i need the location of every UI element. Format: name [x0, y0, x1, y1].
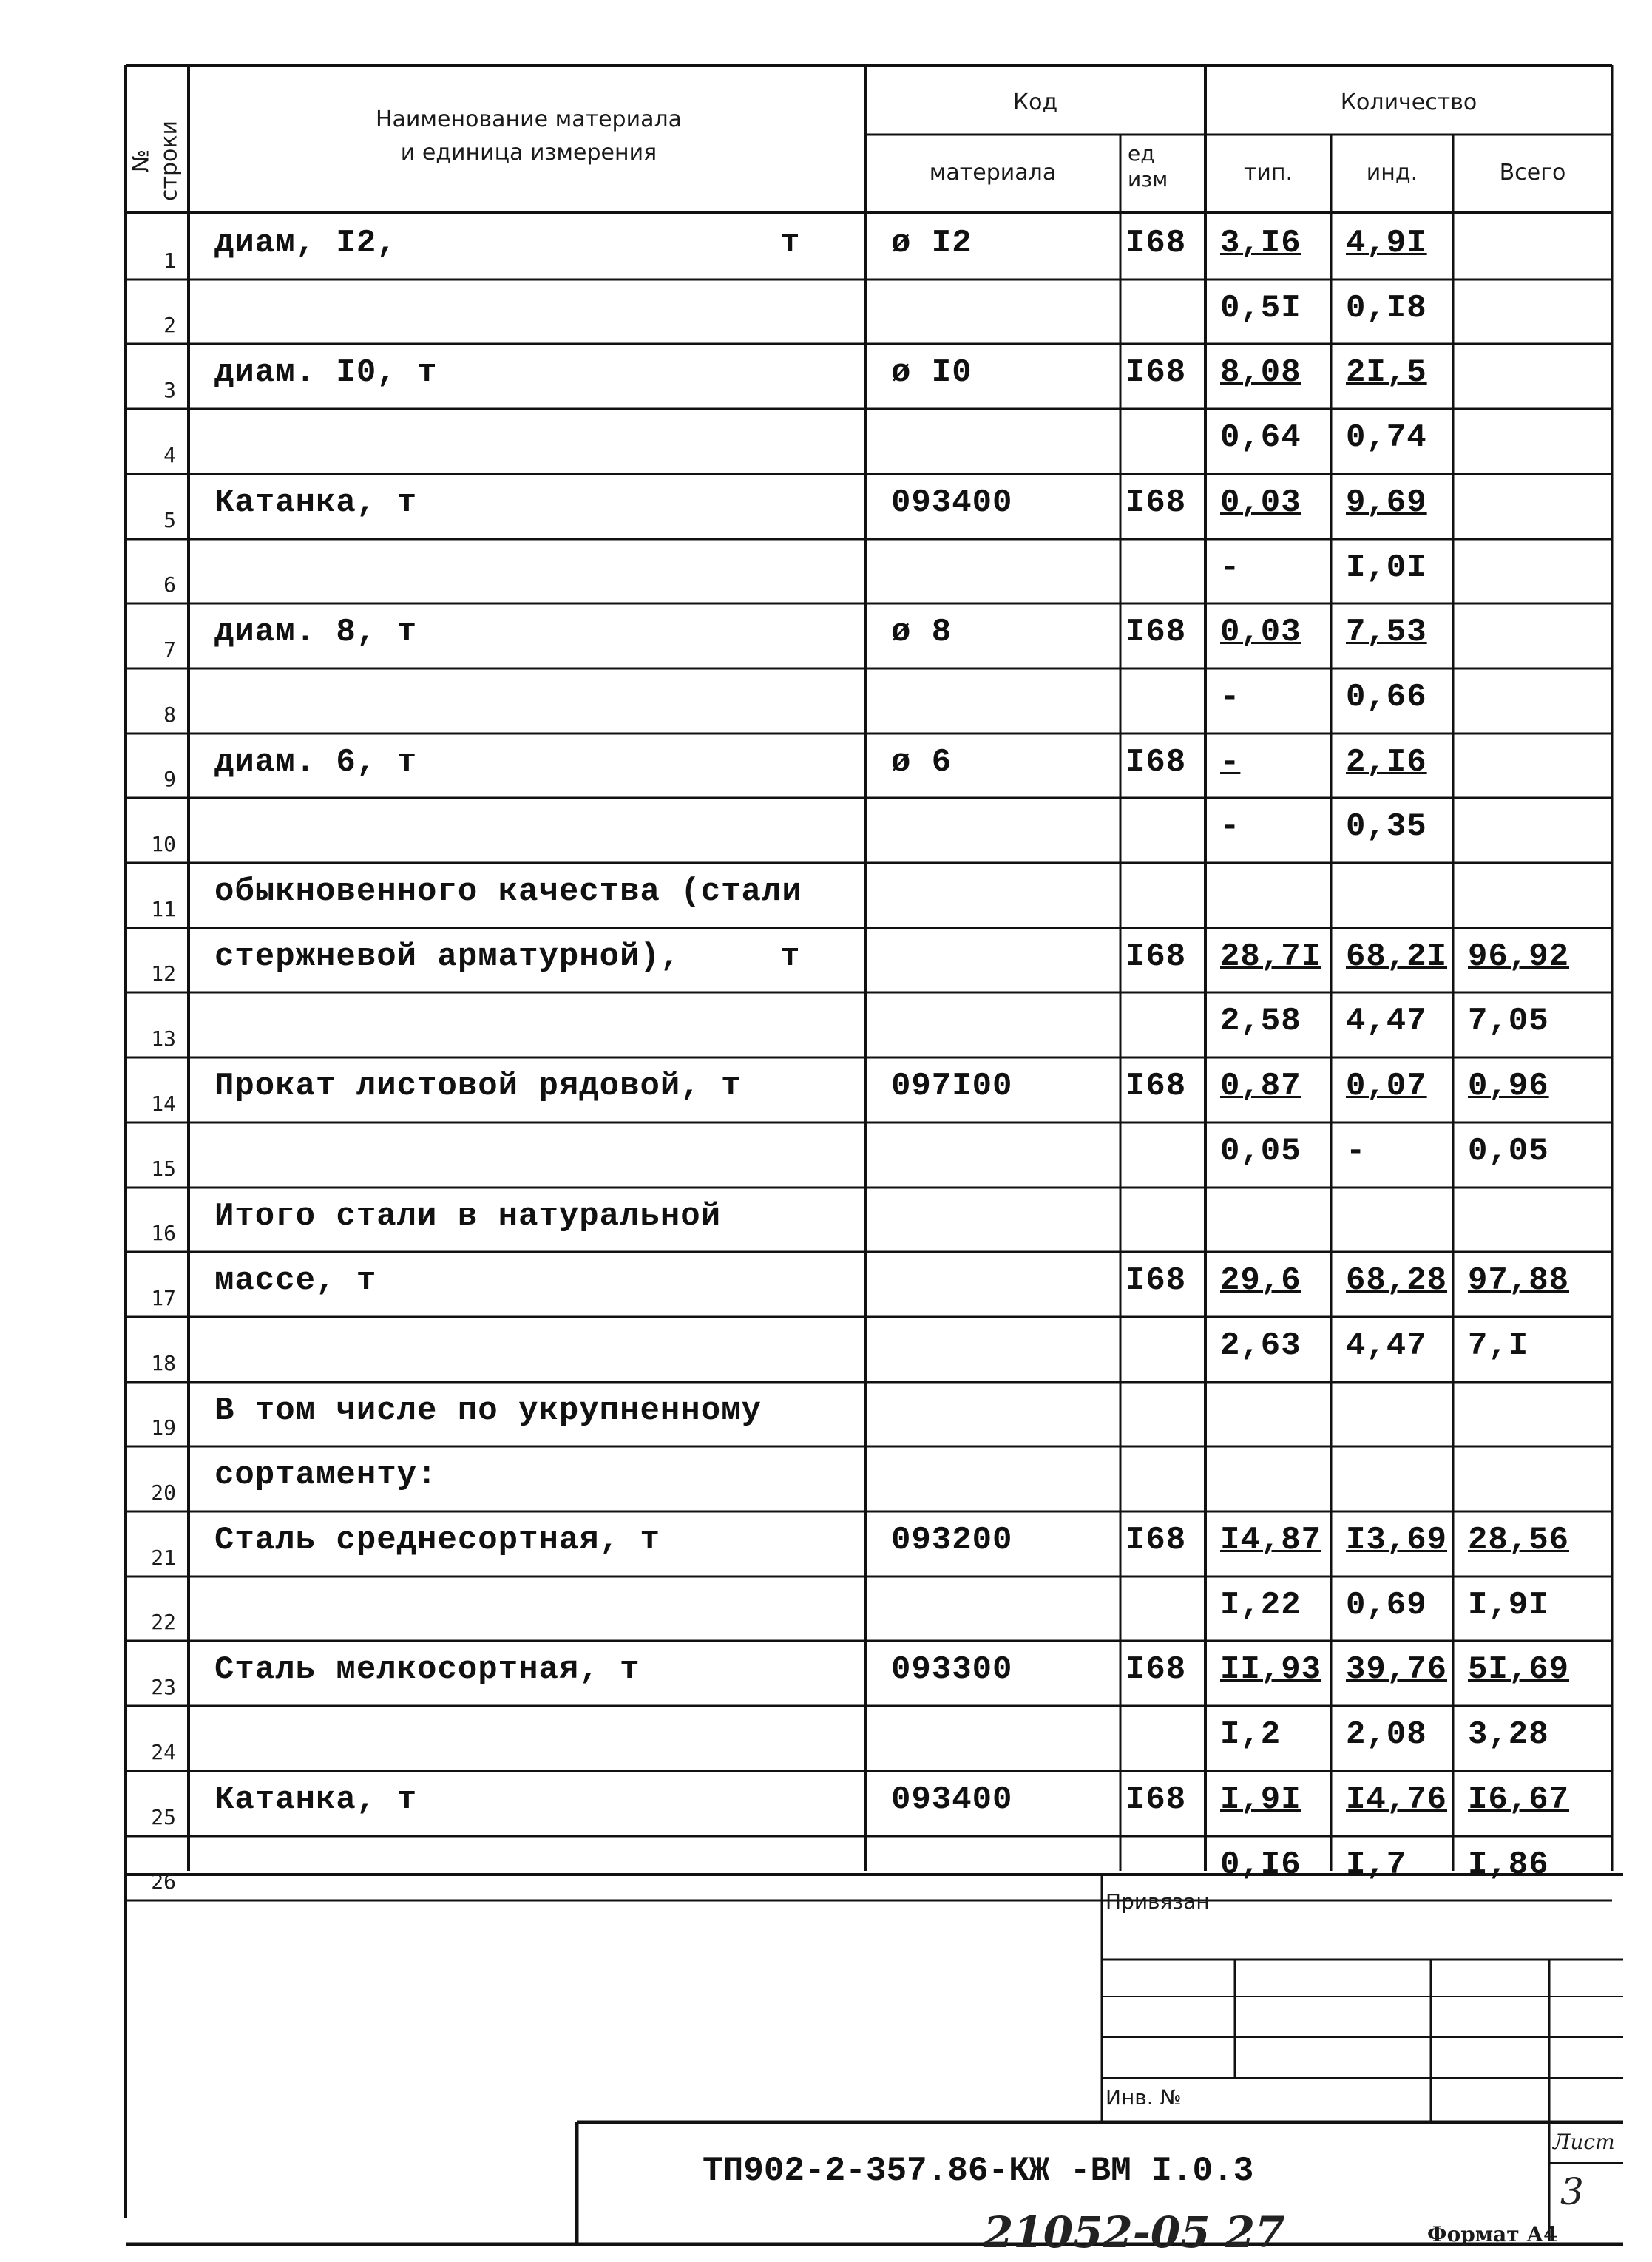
row-number: 26 [151, 1869, 176, 1894]
cell-name: Катанка, т [214, 484, 418, 521]
cell-typ: I,9I [1220, 1781, 1301, 1818]
cell-name: массе, т [214, 1262, 377, 1299]
cell-tot: 28,56 [1468, 1522, 1570, 1559]
cell-name: диам, I2, [214, 225, 397, 262]
cell-ind: 68,28 [1346, 1262, 1448, 1299]
row-number: 15 [151, 1157, 176, 1181]
row-number: 13 [151, 1026, 176, 1051]
cell-typ: - [1220, 808, 1241, 845]
cell-ind: 0,66 [1346, 679, 1427, 716]
cell-ind: 2,08 [1346, 1716, 1427, 1753]
row-number: 24 [151, 1740, 176, 1764]
row-number: 11 [151, 897, 176, 921]
cell-typ: I4,87 [1220, 1522, 1322, 1559]
cell-u: I68 [1125, 614, 1187, 651]
row-number: 4 [163, 443, 176, 467]
inventory-number-label: Инв. № [1106, 2085, 1182, 2110]
cell-ind: 0,I8 [1346, 290, 1427, 327]
cell-ind: 4,47 [1346, 1327, 1427, 1364]
cell-u: I68 [1125, 484, 1187, 521]
row-number: 1 [163, 248, 176, 273]
cell-tot: 97,88 [1468, 1262, 1570, 1299]
row-number: 3 [163, 378, 176, 402]
cell-tot: 0,96 [1468, 1068, 1549, 1105]
row-number: 19 [151, 1415, 176, 1440]
cell-u: I68 [1125, 354, 1187, 391]
sheet-number: 3 [1560, 2170, 1584, 2213]
cell-name: диам. 8, т [214, 614, 418, 651]
cell-typ: 0,5I [1220, 290, 1301, 327]
cell-name: сортаменту: [214, 1457, 438, 1494]
cell-ind: 9,69 [1346, 484, 1427, 521]
cell-ind: 7,53 [1346, 614, 1427, 651]
row-number: 20 [151, 1480, 176, 1505]
row-number: 12 [151, 961, 176, 986]
total-header: Всего [1499, 160, 1566, 186]
cell-ind: 39,76 [1346, 1651, 1448, 1688]
cell-typ: - [1220, 679, 1241, 716]
cell-ind: 4,47 [1346, 1003, 1427, 1040]
row-number: 25 [151, 1805, 176, 1829]
cell-name: В том числе по укрупненному [214, 1392, 762, 1429]
row-number: 22 [151, 1610, 176, 1634]
cell-name: обыкновенного качества (стали [214, 873, 802, 910]
cell-ind: I4,76 [1346, 1781, 1448, 1818]
cell-tot: 96,92 [1468, 938, 1570, 975]
cell-typ: I,2 [1220, 1716, 1282, 1753]
cell-code: 097I00 [891, 1068, 1013, 1105]
material-code-header: материала [929, 160, 1057, 186]
cell-ind: 0,07 [1346, 1068, 1427, 1105]
cell-typ: 8,08 [1220, 354, 1301, 391]
cell-ind: I,7 [1346, 1846, 1407, 1883]
row-number: 18 [151, 1351, 176, 1375]
unit-header: ед изм [1128, 141, 1168, 192]
quantity-header: Количество [1340, 89, 1477, 115]
cell-name: Итого стали в натуральной [214, 1198, 722, 1235]
cell-ind: 4,9I [1346, 225, 1427, 262]
cell-typ: 28,7I [1220, 938, 1322, 975]
cell-ind: 0,74 [1346, 419, 1427, 456]
cell-ind: I3,69 [1346, 1522, 1448, 1559]
cell-typ: - [1220, 744, 1241, 781]
cell-ind: 0,35 [1346, 808, 1427, 845]
row-number: 5 [163, 508, 176, 532]
cell-code: ø I0 [891, 354, 972, 391]
row-number: 23 [151, 1675, 176, 1699]
row-number-header: № строки [128, 121, 182, 201]
cell-code: ø 8 [891, 614, 952, 651]
cell-typ: 3,I6 [1220, 225, 1301, 262]
cell-u: I68 [1125, 1068, 1187, 1105]
cell-typ: 29,6 [1220, 1262, 1301, 1299]
cell-unit_t: т [780, 225, 801, 262]
cell-typ: 0,87 [1220, 1068, 1301, 1105]
cell-typ: I,22 [1220, 1587, 1301, 1624]
cell-tot: 5I,69 [1468, 1651, 1570, 1688]
row-number: 10 [151, 832, 176, 856]
cell-unit_t: т [780, 938, 801, 975]
cell-tot: 7,I [1468, 1327, 1529, 1364]
cell-typ: II,93 [1220, 1651, 1322, 1688]
cell-ind: I,0I [1346, 549, 1427, 586]
cell-ind: 0,69 [1346, 1587, 1427, 1624]
cell-name: стержневой арматурной), [214, 938, 681, 975]
cell-name: диам. 6, т [214, 744, 418, 781]
cell-name: диам. I0, т [214, 354, 438, 391]
cell-tot: 0,05 [1468, 1133, 1549, 1170]
row-number: 8 [163, 702, 176, 727]
cell-ind: - [1346, 1133, 1367, 1170]
cell-code: ø I2 [891, 225, 972, 262]
sheet-label: Лист [1553, 2130, 1615, 2154]
cell-typ: 0,64 [1220, 419, 1301, 456]
row-number: 2 [163, 313, 176, 337]
document-code: ТП902-2-357.86-КЖ -ВМ I.0.3 [703, 2152, 1254, 2190]
row-number: 9 [163, 767, 176, 791]
row-number: 6 [163, 572, 176, 597]
cell-u: I68 [1125, 225, 1187, 262]
material-name-header-line2: и единица измерения [400, 140, 657, 166]
row-number: 7 [163, 637, 176, 662]
cell-name: Сталь среднесортная, т [214, 1522, 660, 1559]
cell-code: 093400 [891, 1781, 1013, 1818]
cell-typ: 0,03 [1220, 484, 1301, 521]
ind-header: инд. [1366, 160, 1418, 186]
cell-typ: - [1220, 549, 1241, 586]
cell-u: I68 [1125, 1651, 1187, 1688]
cell-u: I68 [1125, 1262, 1187, 1299]
cell-code: 093200 [891, 1522, 1013, 1559]
format-label: Формат А4 [1427, 2222, 1558, 2246]
cell-typ: 0,03 [1220, 614, 1301, 651]
archive-number: 21052-05 27 [984, 2207, 1285, 2258]
cell-typ: 0,05 [1220, 1133, 1301, 1170]
row-number: 16 [151, 1221, 176, 1245]
cell-tot: 3,28 [1468, 1716, 1549, 1753]
cell-u: I68 [1125, 938, 1187, 975]
row-number: 17 [151, 1286, 176, 1310]
cell-code: 093400 [891, 484, 1013, 521]
cell-ind: 2I,5 [1346, 354, 1427, 391]
cell-ind: 2,I6 [1346, 744, 1427, 781]
cell-code: ø 6 [891, 744, 952, 781]
code-header: Код [1012, 89, 1058, 115]
cell-name: Прокат листовой рядовой, т [214, 1068, 742, 1105]
material-name-header-line1: Наименование материала [375, 106, 683, 132]
cell-u: I68 [1125, 1522, 1187, 1559]
cell-tot: 7,05 [1468, 1003, 1549, 1040]
cell-typ: 2,58 [1220, 1003, 1301, 1040]
cell-typ: 2,63 [1220, 1327, 1301, 1364]
cell-tot: I,9I [1468, 1587, 1549, 1624]
typ-header: тип. [1243, 160, 1293, 186]
row-number: 21 [151, 1545, 176, 1570]
cell-u: I68 [1125, 1781, 1187, 1818]
cell-tot: I,86 [1468, 1846, 1549, 1883]
cell-code: 093300 [891, 1651, 1013, 1688]
cell-ind: 68,2I [1346, 938, 1448, 975]
cell-tot: I6,67 [1468, 1781, 1570, 1818]
row-number: 14 [151, 1091, 176, 1116]
cell-name: Катанка, т [214, 1781, 418, 1818]
cell-name: Сталь мелкосортная, т [214, 1651, 640, 1688]
cell-u: I68 [1125, 744, 1187, 781]
cell-typ: 0,I6 [1220, 1846, 1301, 1883]
privyazan-label: Привязан [1106, 1889, 1210, 1914]
